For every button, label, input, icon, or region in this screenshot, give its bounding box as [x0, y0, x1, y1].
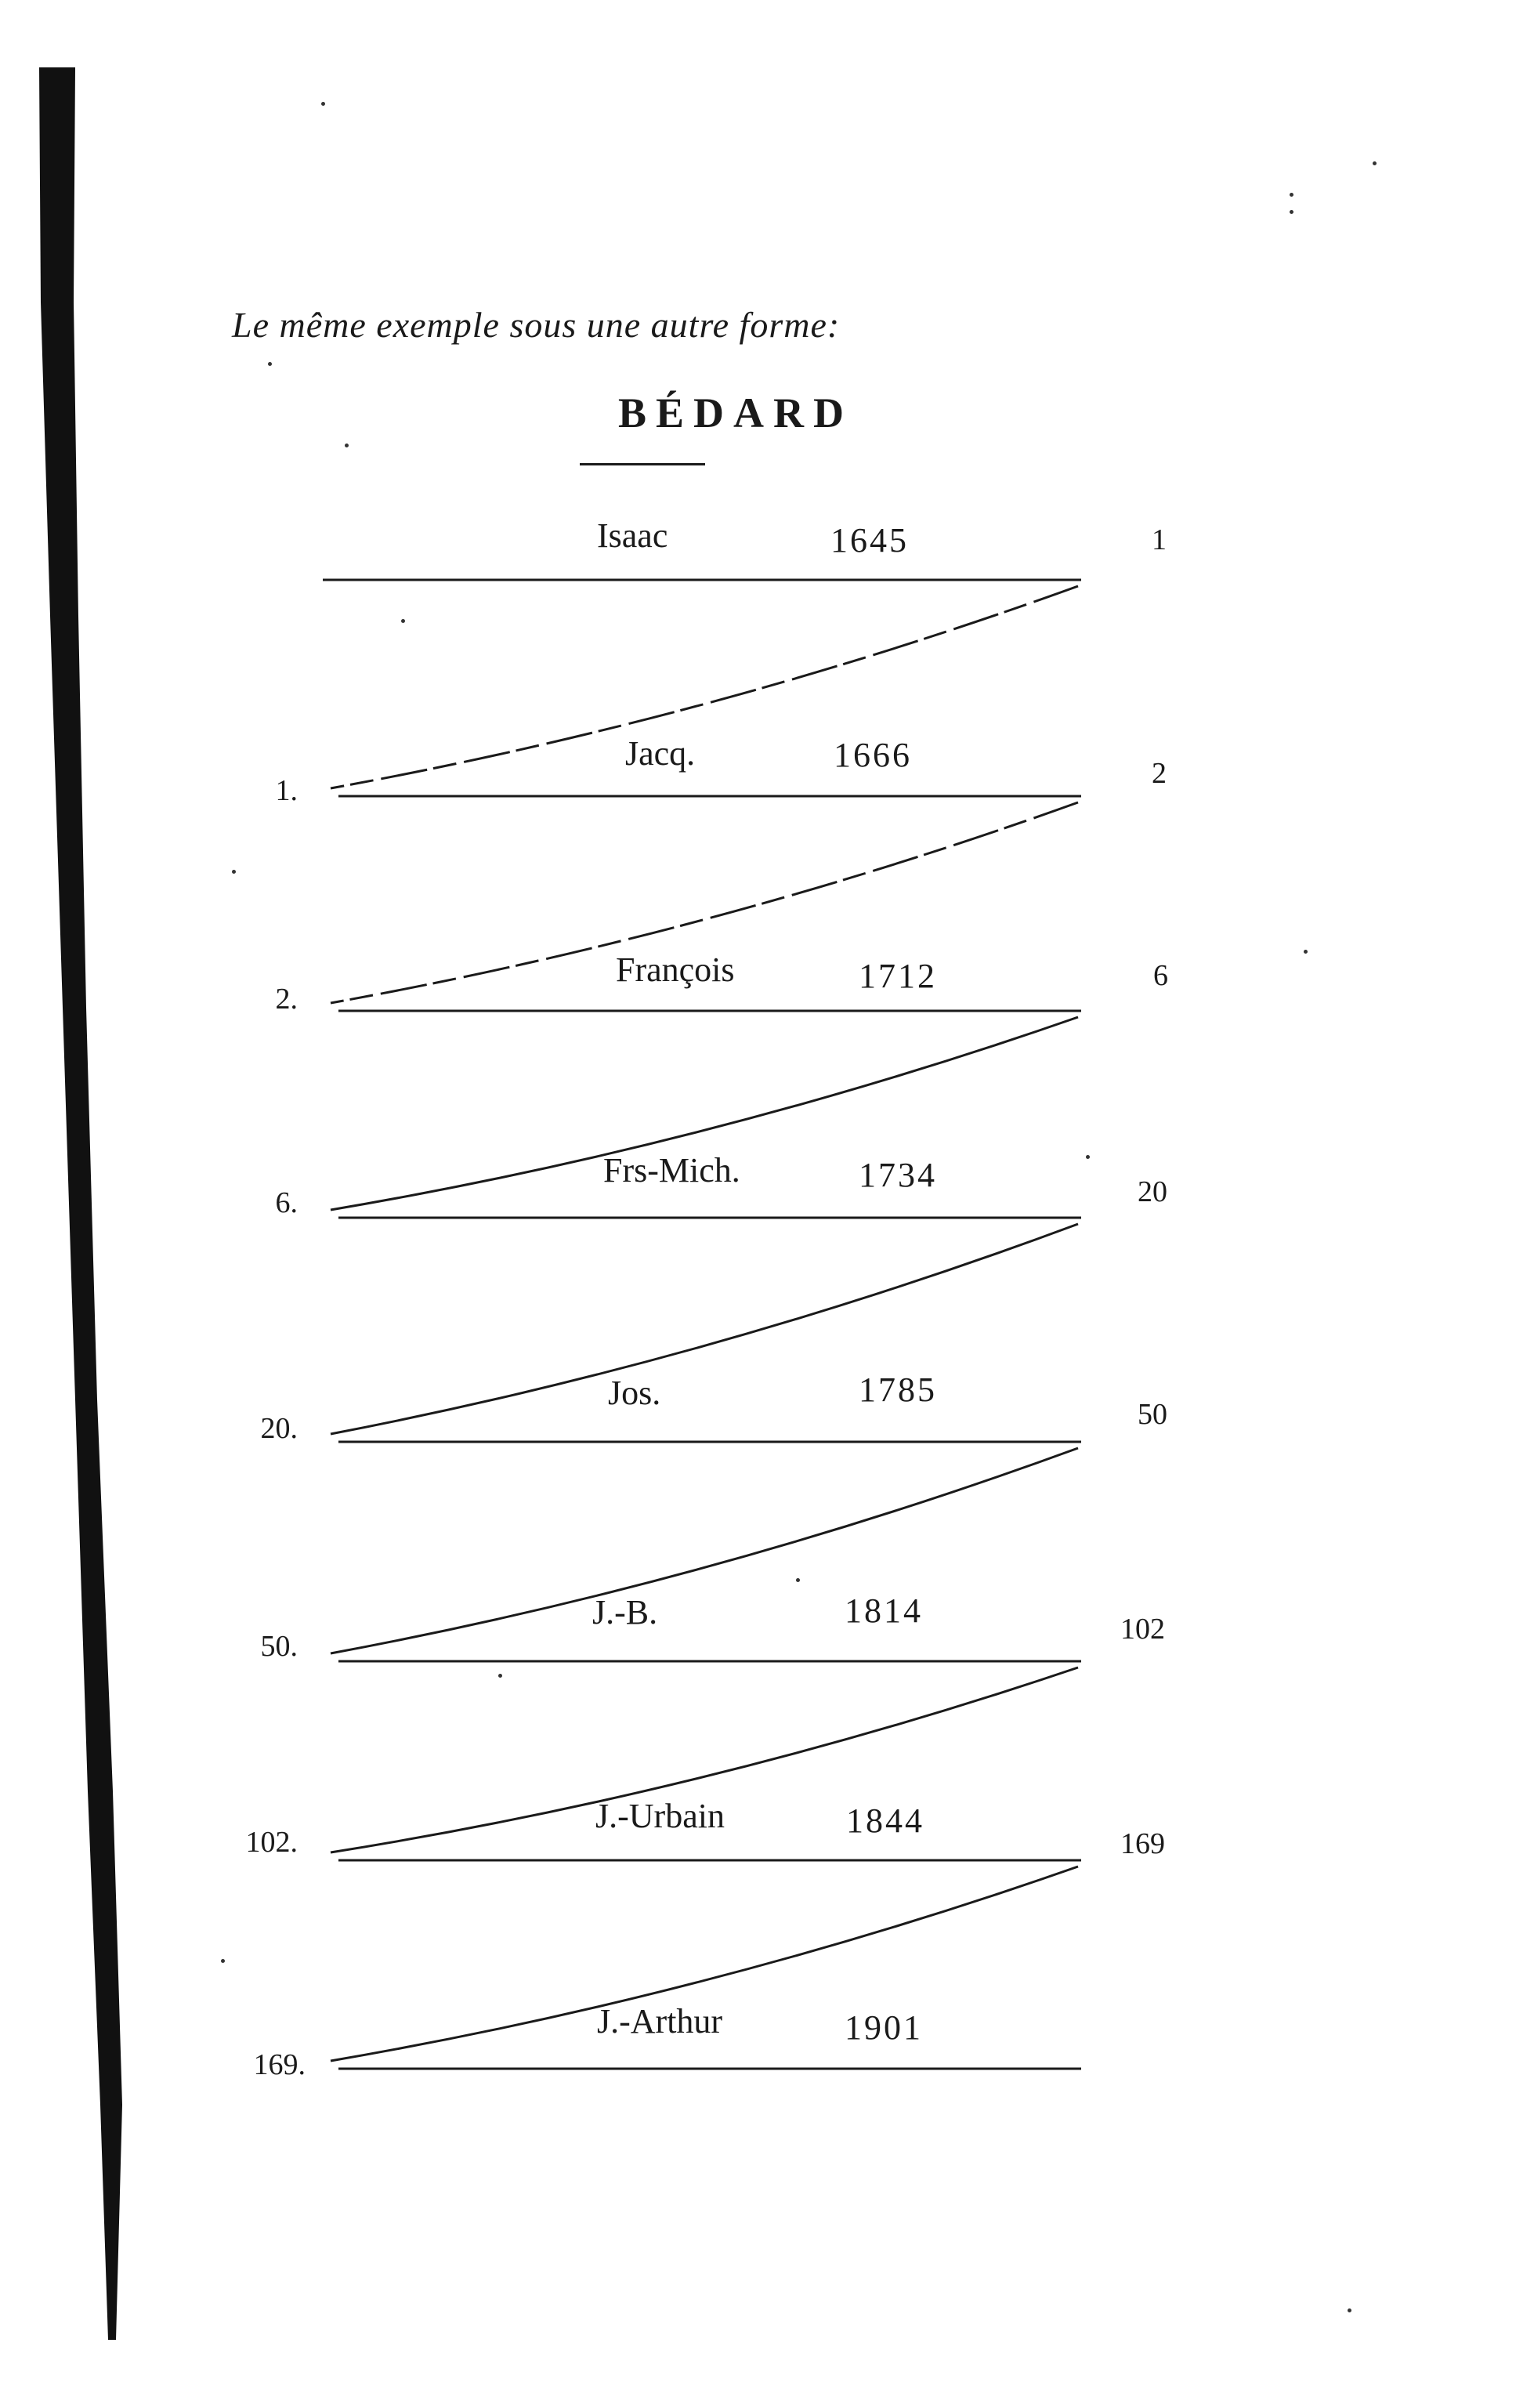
ancestor-name: Frs-Mich. — [603, 1151, 740, 1190]
left-number: 50. — [260, 1630, 298, 1663]
ancestor-year: 1645 — [830, 521, 909, 559]
dust-speck — [221, 1959, 225, 1963]
dust-speck — [1348, 2308, 1351, 2312]
left-number: 102. — [245, 1826, 298, 1859]
descent-connector — [331, 1448, 1078, 1653]
ancestor-name: J.-Arthur — [597, 2002, 723, 2040]
ancestor-year: 1666 — [834, 736, 912, 774]
right-number: 2 — [1152, 757, 1167, 790]
right-number: 1 — [1152, 523, 1167, 556]
dust-speck — [1304, 950, 1308, 954]
right-number: 102 — [1120, 1613, 1165, 1646]
intro-line: Le même exemple sous une autre forme: — [232, 305, 841, 345]
dust-speck — [1086, 1155, 1090, 1159]
ancestor-name: Jos. — [608, 1374, 661, 1412]
surname-title: BÉDARD — [617, 389, 854, 436]
left-number: 2. — [275, 983, 298, 1016]
ancestor-year: 1712 — [859, 957, 937, 995]
ancestor-name: Isaac — [597, 516, 668, 555]
left-number: 169. — [253, 2048, 306, 2081]
dust-speck — [345, 444, 349, 447]
ancestor-year: 1814 — [845, 1591, 923, 1630]
ancestor-name: Jacq. — [625, 734, 696, 773]
right-number: 50 — [1138, 1398, 1167, 1431]
dust-speck — [1290, 210, 1293, 214]
descent-connector — [331, 586, 1078, 788]
right-number: 20 — [1138, 1175, 1167, 1208]
dust-speck — [232, 870, 236, 874]
right-number: 169 — [1120, 1827, 1165, 1860]
left-number: 6. — [275, 1186, 298, 1219]
dust-speck — [268, 362, 272, 366]
ancestor-name: J.-B. — [592, 1593, 658, 1631]
dust-speck — [796, 1578, 800, 1582]
dust-speck — [321, 102, 325, 106]
ancestor-year: 1734 — [859, 1156, 937, 1194]
dust-speck — [498, 1674, 502, 1678]
ancestor-year: 1901 — [845, 2008, 923, 2047]
ancestor-name: François — [616, 951, 735, 989]
left-number: 1. — [275, 774, 298, 807]
left-number: 20. — [260, 1412, 298, 1445]
right-number: 6 — [1153, 959, 1168, 992]
dust-speck — [1290, 193, 1293, 197]
ancestor-year: 1785 — [859, 1371, 937, 1409]
ancestor-name: J.-Urbain — [595, 1797, 725, 1835]
dust-speck — [1373, 161, 1377, 165]
dust-speck — [401, 619, 405, 623]
ancestor-year: 1844 — [846, 1801, 924, 1840]
descent-connector — [331, 1224, 1078, 1434]
